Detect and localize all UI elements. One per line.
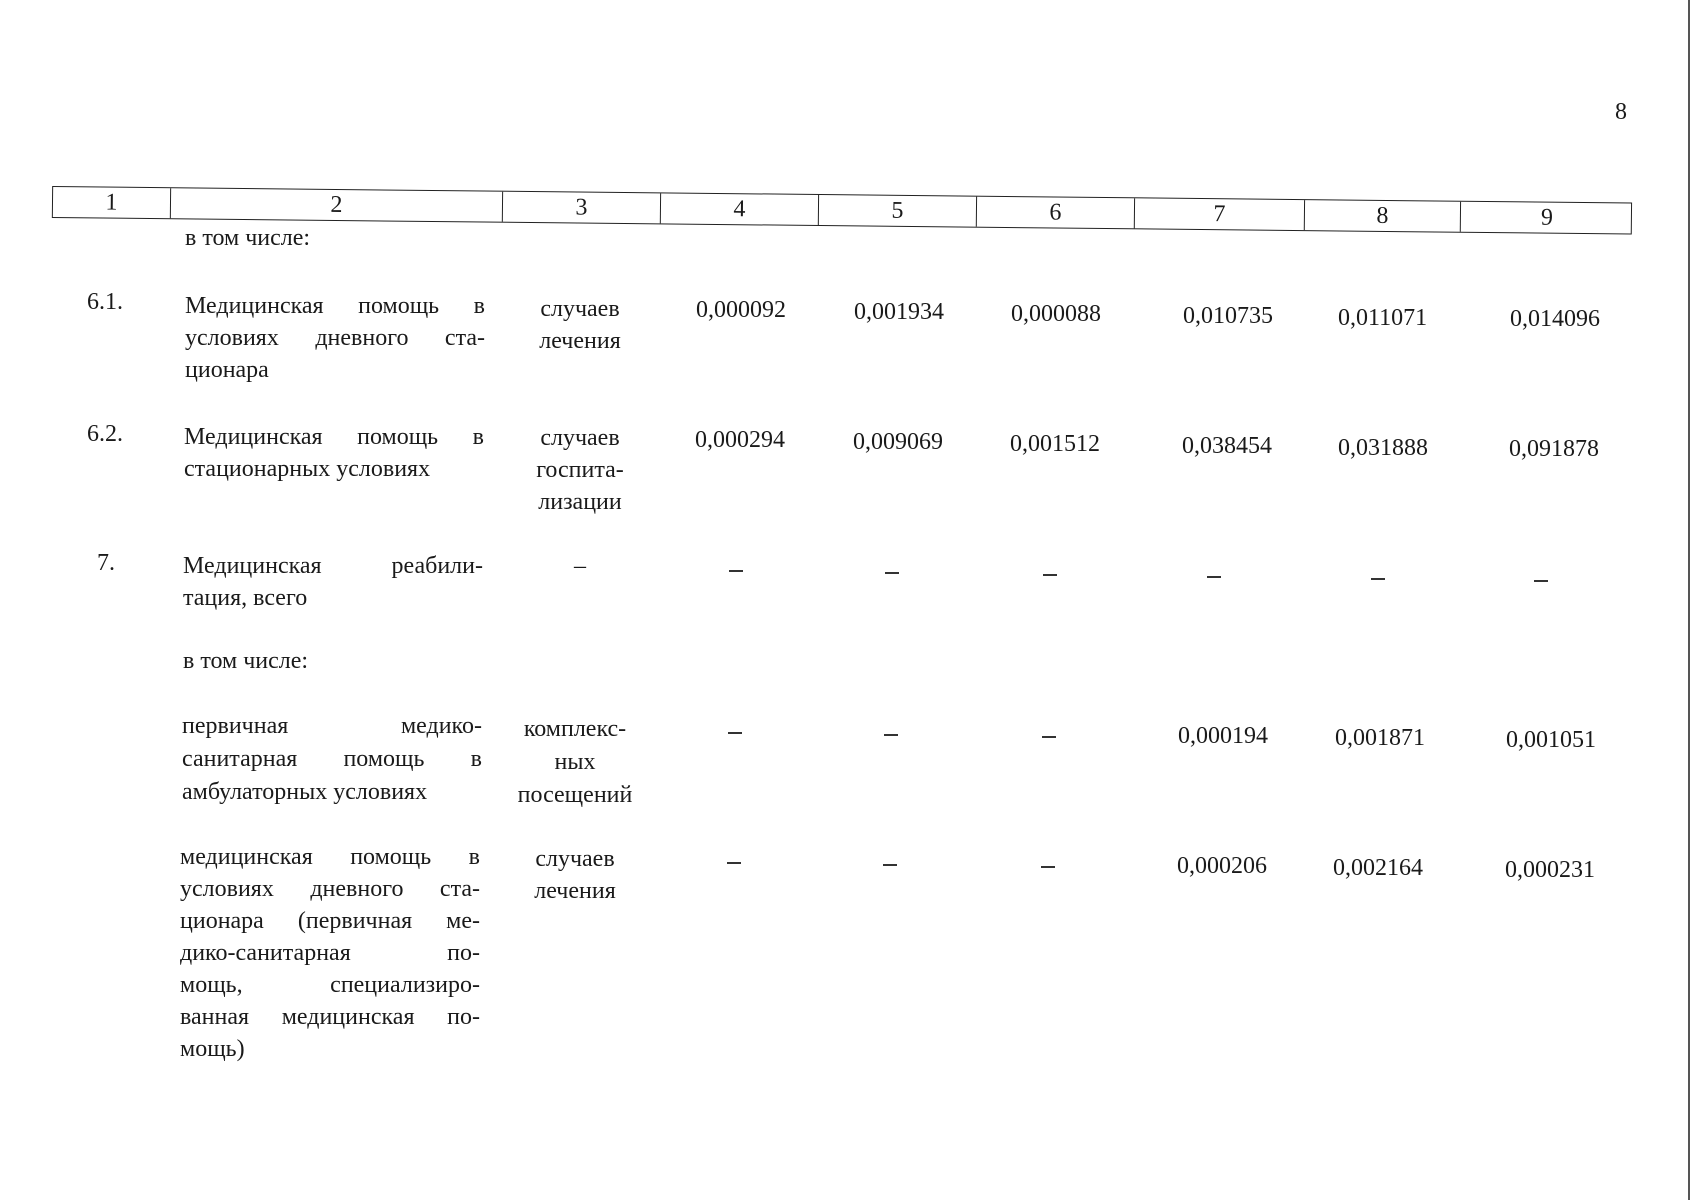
- unit-line: случаев: [540, 296, 620, 322]
- unit-line: лизации: [538, 489, 622, 515]
- unit-line: случаев: [540, 425, 620, 451]
- dash: [1043, 574, 1057, 576]
- row-name-line: Медицинская реабили-: [183, 553, 483, 579]
- value-cell: 0,010735: [1183, 303, 1273, 329]
- dash: [727, 862, 741, 864]
- value-cell: 0,000092: [696, 297, 786, 323]
- dash: [1041, 866, 1055, 868]
- row-name-line: первичная медико-: [182, 713, 482, 739]
- scan-edge: [1688, 0, 1690, 1200]
- value-cell: 0,031888: [1338, 435, 1428, 461]
- row-name-line: стационарных условиях: [184, 456, 431, 482]
- row-name-line: мощь, специализиро-: [180, 972, 480, 998]
- row-name-line: ционара (первичная ме-: [180, 908, 480, 934]
- header-cell: 4: [661, 193, 819, 225]
- unit-cell: –: [574, 553, 586, 579]
- row-name-line: санитарная помощь в: [182, 746, 482, 772]
- row-name-line: условиях дневного ста-: [180, 876, 480, 902]
- header-cell: 7: [1135, 198, 1305, 230]
- unit-line: лечения: [539, 328, 621, 354]
- row-name-line: ванная медицинская по-: [180, 1004, 480, 1030]
- value-cell: 0,000294: [695, 427, 785, 453]
- including-label: в том числе:: [183, 648, 309, 674]
- row-name-line: тация, всего: [183, 585, 308, 611]
- dash: [1042, 736, 1056, 738]
- dash: [728, 732, 742, 734]
- value-cell: 0,091878: [1509, 436, 1599, 462]
- value-cell: 0,001871: [1335, 725, 1425, 751]
- dash: [1534, 580, 1548, 582]
- row-number: 6.2.: [87, 421, 123, 447]
- row-name-line: амбулаторных условиях: [182, 779, 428, 805]
- dash: [885, 572, 899, 574]
- value-cell: 0,009069: [853, 429, 943, 455]
- row-number: 6.1.: [87, 289, 123, 315]
- row-name-line: условиях дневного ста-: [185, 325, 485, 351]
- unit-line: случаев: [535, 846, 615, 872]
- including-label: в том числе:: [185, 225, 311, 251]
- unit-line: ных: [554, 749, 596, 775]
- row-name-line: дико-санитарная по-: [180, 940, 480, 966]
- header-cell: 9: [1540, 204, 1554, 231]
- row-name-line: мощь): [180, 1036, 245, 1062]
- value-cell: 0,038454: [1182, 433, 1272, 459]
- value-cell: 0,000231: [1505, 857, 1595, 883]
- unit-line: комплекс-: [523, 716, 627, 742]
- row-name-line: ционара: [185, 357, 269, 383]
- value-cell: 0,000194: [1178, 723, 1268, 749]
- dash: [1207, 576, 1221, 578]
- unit-line: госпита-: [536, 457, 624, 483]
- dash: [729, 570, 743, 572]
- header-cell: 6: [977, 197, 1135, 229]
- value-cell: 0,001934: [854, 299, 944, 325]
- value-cell: 0,001512: [1010, 431, 1100, 457]
- value-cell: 0,000206: [1177, 853, 1267, 879]
- row-name-line: Медицинская помощь в: [184, 424, 484, 450]
- row-name-line: медицинская помощь в: [180, 844, 480, 870]
- header-cell: 3: [503, 192, 661, 224]
- value-cell: 0,014096: [1510, 306, 1600, 332]
- dash: [884, 734, 898, 736]
- page-number: 8: [1615, 99, 1627, 125]
- dash: [883, 864, 897, 866]
- unit-line: лечения: [534, 878, 616, 904]
- unit-line: посещений: [517, 782, 633, 808]
- header-cell: 8: [1305, 200, 1461, 232]
- row-number: 7.: [97, 550, 115, 576]
- header-cell: 5: [819, 195, 977, 227]
- value-cell: 0,002164: [1333, 855, 1423, 881]
- value-cell: 0,000088: [1011, 301, 1101, 327]
- dash: [1371, 578, 1385, 580]
- value-cell: 0,001051: [1506, 727, 1596, 753]
- header-cell: 2: [171, 188, 503, 221]
- header-cell: 1: [53, 187, 171, 218]
- row-name-line: Медицинская помощь в: [185, 293, 485, 319]
- value-cell: 0,011071: [1338, 305, 1428, 331]
